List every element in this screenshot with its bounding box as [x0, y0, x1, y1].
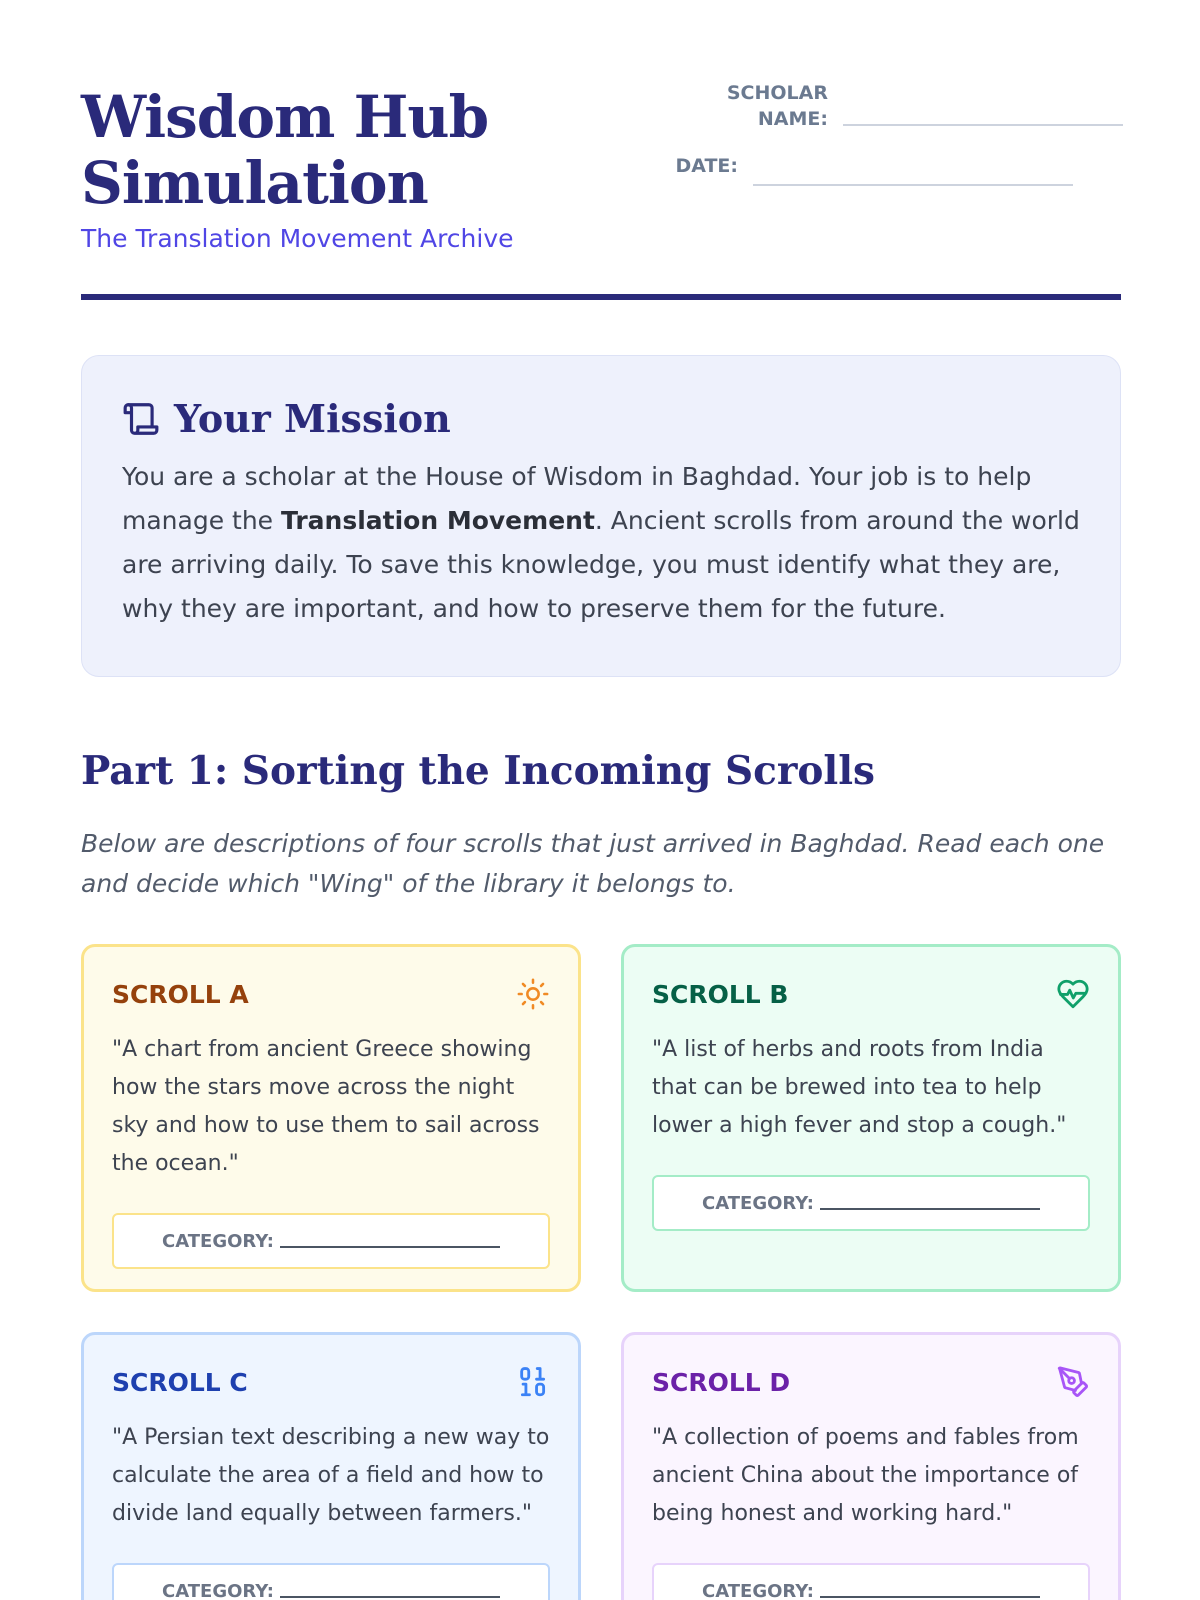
- scroll-description: "A list of herbs and roots from India that can be brewed into tea to help lower a high fever and stop a cough.": [652, 1037, 1067, 1138]
- category-label: CATEGORY:: [702, 1580, 814, 1600]
- mission-text-intro: You are a scholar at the House of Wisdom in Baghdad. Your job is to help manage the: [122, 462, 1032, 535]
- scroll-description: "A Persian text describing a new way to calculate the area of a field and how to divide land equally between farmers.": [112, 1425, 550, 1526]
- pen-nib-icon: [1056, 1365, 1090, 1399]
- heart-pulse-icon: [1056, 977, 1090, 1011]
- scroll-card-d: [621, 1332, 1121, 1600]
- scroll-card-header: [112, 977, 550, 1011]
- category-label: CATEGORY:: [702, 1192, 814, 1214]
- category-label: CATEGORY:: [162, 1230, 274, 1252]
- category-answer-field[interactable]: [652, 1175, 1090, 1231]
- scroll-card-a: [81, 944, 581, 1292]
- scholar-name-label-line-2: NAME:: [757, 108, 828, 130]
- scroll-description: "A collection of poems and fables from ancient China about the importance of being honest and working hard.": [652, 1425, 1079, 1526]
- binary-icon: [516, 1365, 550, 1399]
- category-answer-line: [280, 1234, 500, 1248]
- worksheet-header: [81, 84, 1121, 253]
- scholar-name-label: [690, 80, 828, 132]
- scroll-description: "A chart from ancient Greece showing how the stars move across the night sky and how to use them to sail across the ocean.": [112, 1037, 540, 1176]
- header-divider: [81, 294, 1121, 300]
- page-title: [81, 84, 1121, 216]
- scroll-card-title: SCROLL D: [652, 1367, 791, 1397]
- category-label: CATEGORY:: [162, 1580, 274, 1600]
- mission-panel: [81, 355, 1121, 677]
- scholar-name-field[interactable]: [843, 124, 1123, 126]
- scroll-card-title: SCROLL A: [112, 979, 249, 1009]
- category-answer-line: [820, 1584, 1040, 1598]
- scroll-card-header: [652, 977, 1090, 1011]
- mission-text: [122, 455, 1080, 631]
- scroll-card-title: SCROLL C: [112, 1367, 248, 1397]
- scroll-card-header: [652, 1365, 1090, 1399]
- date-field[interactable]: [753, 184, 1073, 186]
- scholar-name-label-line-1: SCHOLAR: [726, 82, 828, 104]
- category-answer-field[interactable]: [112, 1213, 550, 1269]
- category-answer-line: [280, 1584, 500, 1598]
- page-title-line-2: Simulation: [81, 149, 428, 217]
- scroll-card-title: SCROLL B: [652, 979, 789, 1009]
- mission-text-rest: . Ancient scrolls from around the world are arriving daily. To save this knowledge, you must identify what they are, why they are important, and how to preserve them for the future.: [122, 506, 1080, 623]
- page-title-line-1: Wisdom Hub: [81, 83, 489, 151]
- scroll-icon: [122, 400, 160, 438]
- date-label: DATE:: [675, 155, 738, 177]
- page-subtitle: The Translation Movement Archive: [81, 224, 514, 253]
- mission-title: Your Mission: [174, 396, 451, 441]
- section-title-part-1: Part 1: Sorting the Incoming Scrolls: [81, 748, 876, 794]
- scroll-card-header: [112, 1365, 550, 1399]
- category-answer-line: [820, 1196, 1040, 1210]
- scroll-card-b: [621, 944, 1121, 1292]
- sun-icon: [516, 977, 550, 1011]
- category-answer-field[interactable]: [652, 1563, 1090, 1600]
- category-answer-field[interactable]: [112, 1563, 550, 1600]
- mission-header: [122, 396, 1080, 441]
- mission-text-emphasis: Translation Movement: [281, 506, 595, 535]
- section-instructions: Below are descriptions of four scrolls that just arrived in Baghdad. Read each one and decide which "Wing" of the library it belongs to.: [81, 829, 1105, 898]
- scroll-card-c: [81, 1332, 581, 1600]
